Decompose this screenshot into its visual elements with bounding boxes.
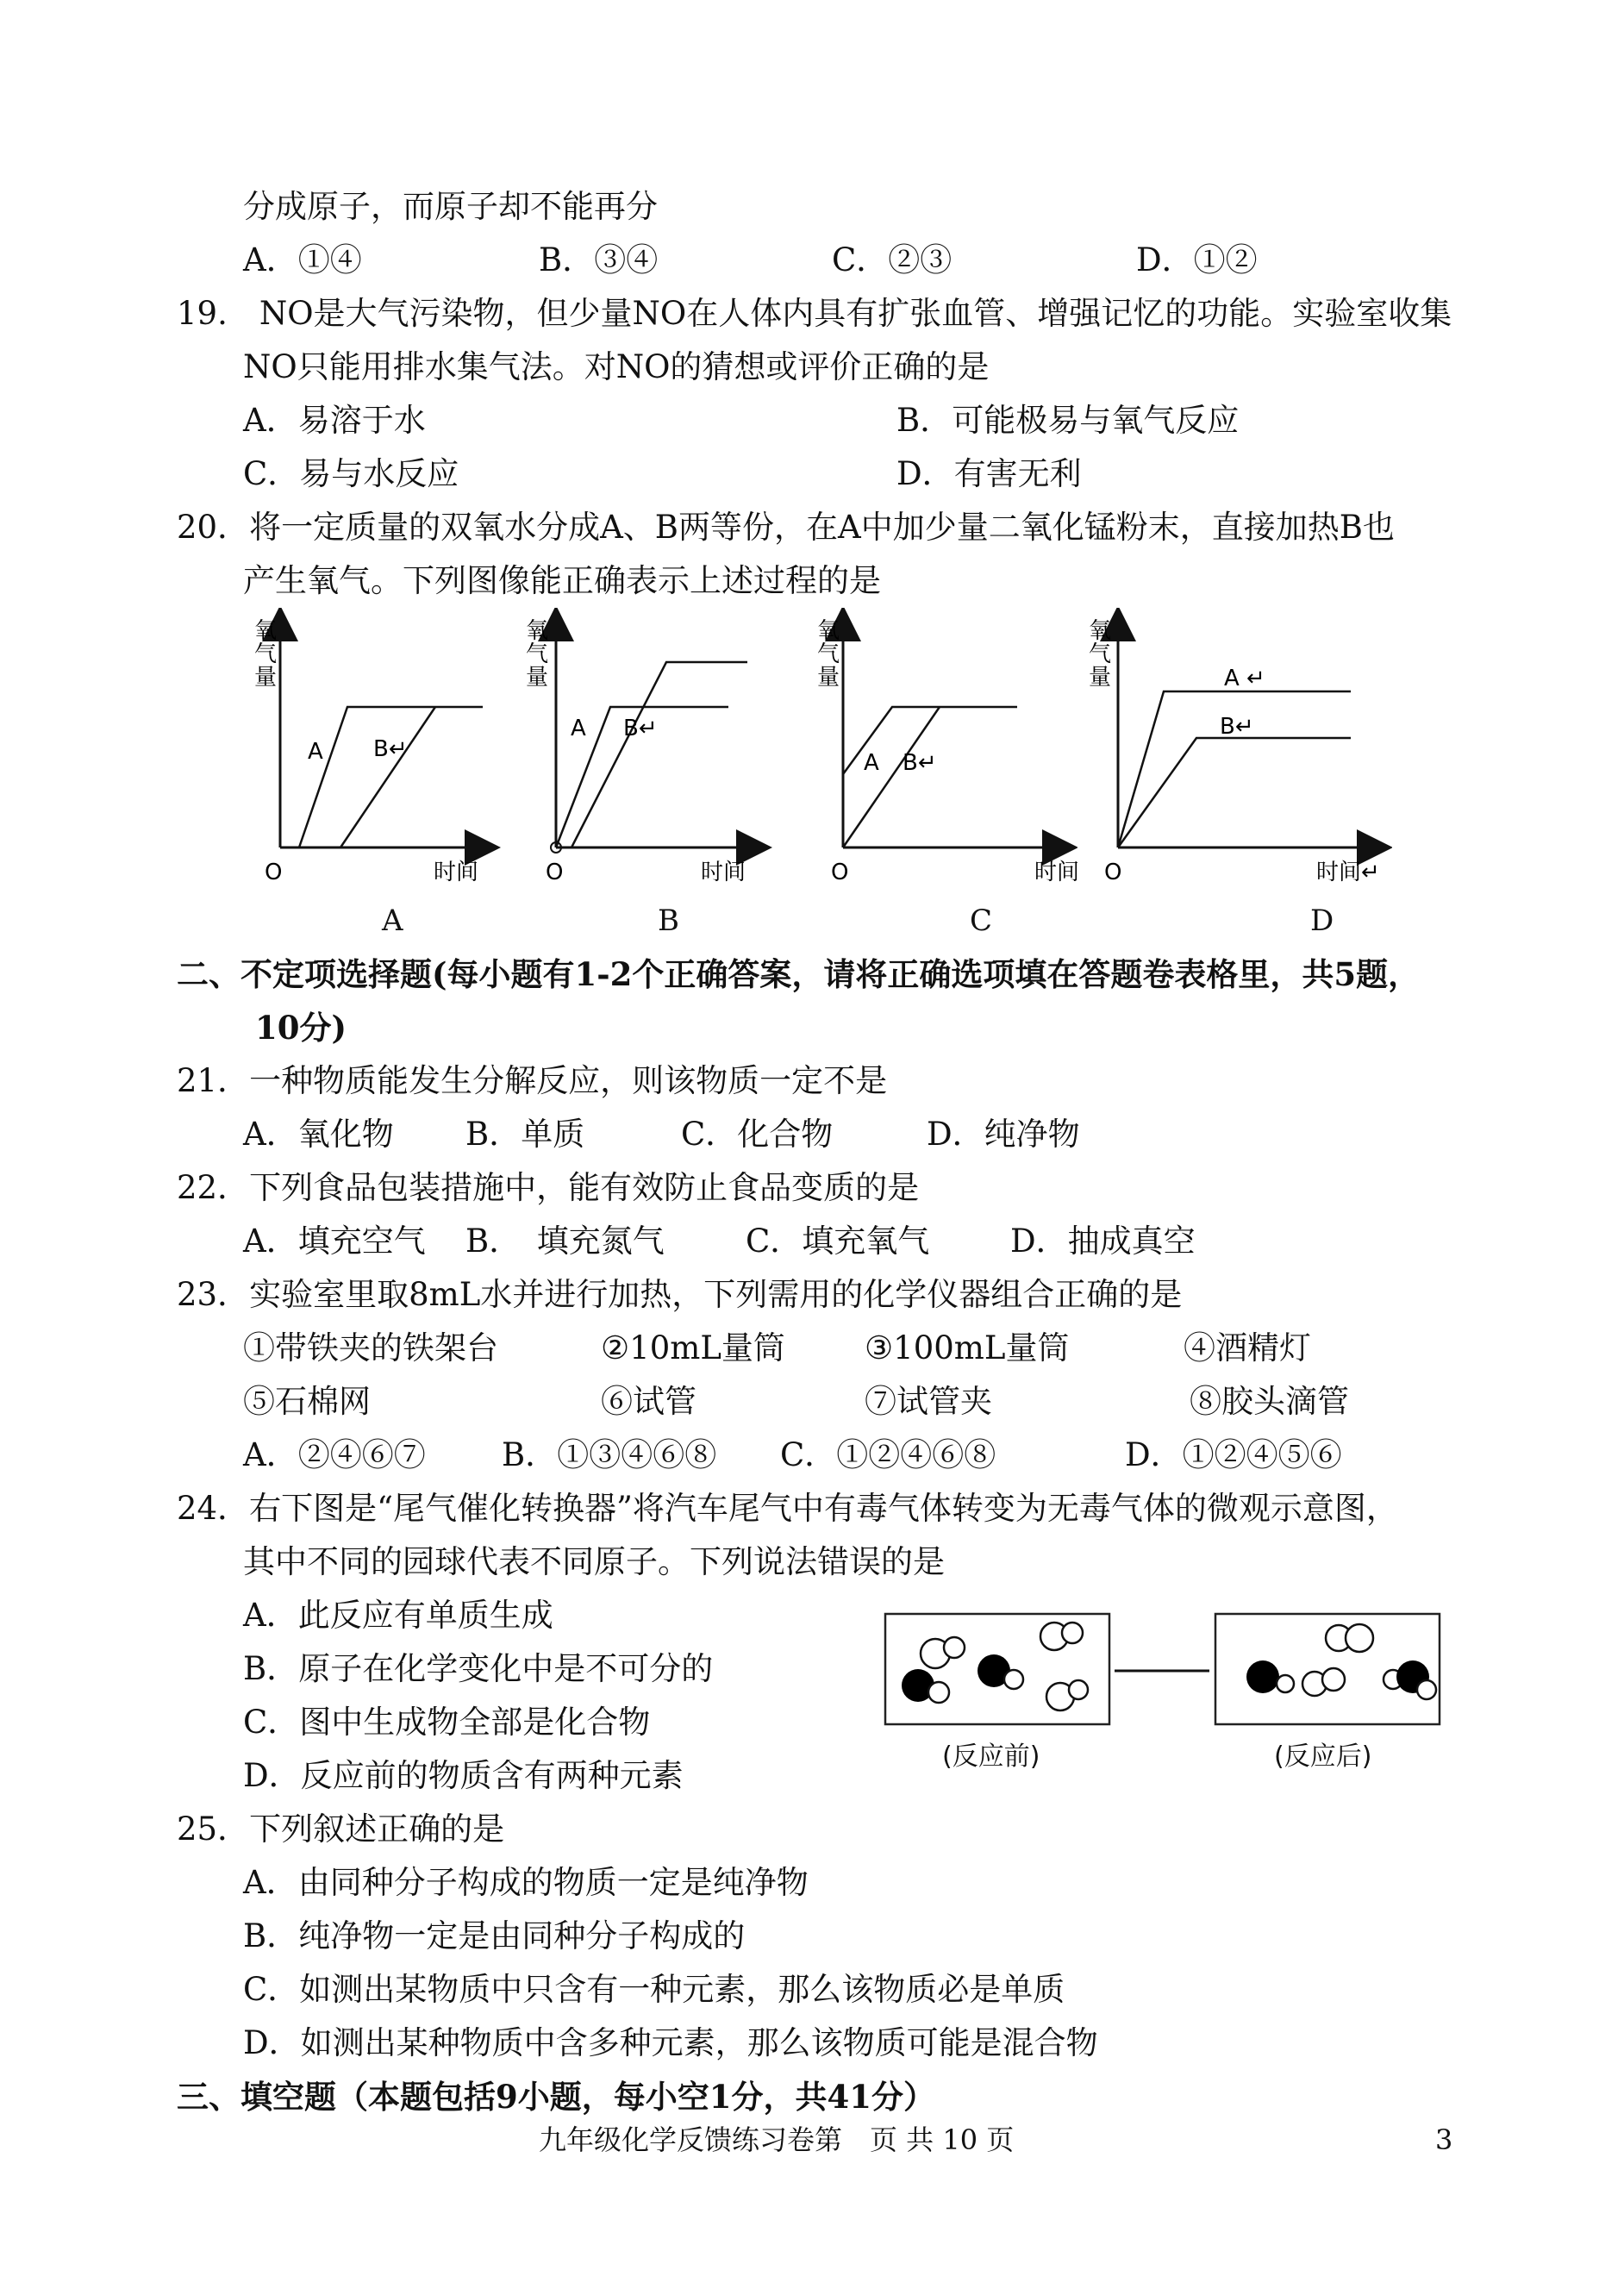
q23-item-3: ③100mL量筒 [865,1329,1070,1366]
q25-option-d: D．如测出某种物质中含多种元素，那么该物质可能是混合物 [243,2024,1098,2061]
q18-option-b: B．③④ [539,241,659,278]
after-label: (反应后) [1274,1742,1372,1772]
section3-heading: 三、填空题（本题包括9小题，每小空1分，共41分） [177,2078,935,2116]
q25-option-a: A．由同种分子构成的物质一定是纯净物 [243,1864,809,1901]
q23-option-c: C．①②④⑥⑧ [780,1436,996,1473]
q23-item-5: ⑤石棉网 [243,1383,371,1420]
q23-item-6: ⑥试管 [601,1383,696,1420]
q24-stem-line2: 其中不同的园球代表不同原子。下列说法错误的是 [243,1543,945,1580]
q25-option-b: B．纯净物一定是由同种分子构成的 [243,1917,746,1954]
atom-black [1246,1660,1279,1693]
y-label-3: 量 [1089,665,1112,691]
x-label: 时间 [1034,860,1077,885]
q23-item-4: ④酒精灯 [1184,1329,1311,1366]
graph-caption-a: A [382,904,403,938]
x-label: 时间 [701,860,746,885]
q23-item-2: ②10mL量筒 [601,1329,785,1366]
y-label-1: 氧 [526,618,549,644]
q19-option-a: A．易溶于水 [243,402,426,439]
label-b: B↵ [373,736,408,762]
curve-b [1118,738,1351,847]
atom-white [1346,1624,1373,1652]
q22-option-a: A．填充空气 [243,1223,426,1260]
label-b: B↵ [1220,714,1254,740]
atom-white [1004,1670,1023,1689]
atom-white [1277,1675,1294,1692]
q20-stem-line1: 20．将一定质量的双氧水分成A、B两等份，在A中加少量二氧化锰粉末，直接加热B也 [177,509,1395,546]
atom-white [944,1637,965,1658]
y-label-3: 量 [254,665,278,691]
q24-option-c: C．图中生成物全部是化合物 [243,1704,651,1741]
q24-option-b: B．原子在化学变化中是不可分的 [243,1650,714,1687]
q24-option-a: A．此反应有单质生成 [243,1597,553,1634]
origin-label: O [546,860,564,885]
q24-stem-line1: 24．右下图是“尾气催化转换器”将汽车尾气中有毒气体转变为无毒气体的微观示意图， [177,1490,1398,1527]
q25-option-c: C．如测出某物质中只含有一种元素，那么该物质必是单质 [243,1971,1065,2008]
q23-item-7: ⑦试管夹 [865,1383,992,1420]
y-label-3: 量 [817,665,840,691]
reaction-diagram [884,1612,1444,1840]
q21-option-a: A．氧化物 [243,1116,394,1153]
curve-b [843,707,940,847]
origin-label: O [1104,860,1122,885]
q19-stem-line2: NO只能用排水集气法。对NO的猜想或评价正确的是 [243,348,990,385]
y-label-2: 气 [1089,641,1112,667]
q22-option-d: D．抽成真空 [1010,1223,1196,1260]
q23-option-d: D．①②④⑤⑥ [1125,1436,1342,1473]
q21-option-c: C．化合物 [681,1116,834,1153]
atom-white [1062,1623,1083,1643]
q22-stem: 22．下列食品包装措施中，能有效防止食品变质的是 [177,1169,920,1206]
graph-caption-c: C [970,904,993,938]
y-label-2: 气 [526,641,549,667]
q18-option-d: D．①② [1136,241,1258,278]
graph-caption-b: B [658,904,679,938]
atom-white [1069,1680,1088,1699]
label-a: A [864,750,879,776]
q24-option-d: D．反应前的物质含有两种元素 [243,1757,684,1794]
y-label-3: 量 [526,665,549,691]
q23-option-b: B．①③④⑥⑧ [502,1436,717,1473]
y-label-2: 气 [254,641,278,667]
q18-option-c: C．②③ [832,241,953,278]
q19-stem-line1: 19. NO是大气污染物，但少量NO在人体内具有扩张血管、增强记忆的功能。实验室收集 [177,295,1452,332]
q22-option-b: B． 填充氮气 [465,1223,665,1260]
y-label-1: 氧 [817,618,840,644]
q21-option-d: D．纯净物 [927,1116,1080,1153]
q20-stem-line2: 产生氧气。下列图像能正确表示上述过程的是 [243,562,881,599]
q19-option-b: B．可能极易与氧气反应 [896,402,1240,439]
graph-caption-d: D [1310,904,1334,938]
q23-stem: 23．实验室里取8mL水并进行加热，下列需用的化学仪器组合正确的是 [177,1276,1183,1313]
label-b: B↵ [623,716,658,741]
curve-a [299,707,483,847]
q18-tail: 分成原子，而原子却不能再分 [243,188,658,225]
section2-heading-line1: 二、不定项选择题(每小题有1-2个正确答案，请将正确选项填在答题卷表格里，共5题， [177,955,1421,993]
y-label-1: 氧 [1089,618,1112,644]
page-footer: 九年级化学反馈练习卷第 页 共 10 页 [539,2123,1015,2156]
page-number: 3 [1435,2123,1453,2156]
label-a: A [308,739,323,765]
q25-stem: 25．下列叙述正确的是 [177,1810,505,1848]
graph-d [1082,608,1392,896]
x-label: 时间↵ [1316,860,1380,885]
q23-option-a: A．②④⑥⑦ [243,1436,426,1473]
q21-stem: 21．一种物质能发生分解反应，则该物质一定不是 [177,1062,888,1099]
graph-c [810,608,1077,896]
origin-label: O [265,860,283,885]
q23-item-1: ①带铁夹的铁架台 [243,1329,498,1366]
x-label: 时间 [434,860,479,885]
q19-option-d: D．有害无利 [896,455,1082,492]
origin-label: O [831,860,849,885]
y-label-2: 气 [817,641,840,667]
label-a: A ↵ [1224,666,1265,691]
q18-option-a: A．①④ [243,241,362,278]
atom-white [928,1682,949,1703]
graph-a [246,608,504,896]
y-label-1: 氧 [254,618,278,644]
label-b: B↵ [903,750,937,776]
graph-b [522,608,780,896]
atom-white [1322,1668,1345,1691]
section2-heading-line2: 10分) [255,1009,347,1047]
q19-option-c: C．易与水反应 [243,455,459,492]
q22-option-c: C．填充氧气 [746,1223,930,1260]
atom-white [1417,1680,1436,1699]
curve-b [340,707,435,847]
before-label: (反应前) [942,1742,1040,1772]
curve-b [572,662,747,847]
q23-item-8: ⑧胶头滴管 [1190,1383,1349,1420]
q21-option-b: B．单质 [465,1116,585,1153]
label-a: A [571,716,586,741]
